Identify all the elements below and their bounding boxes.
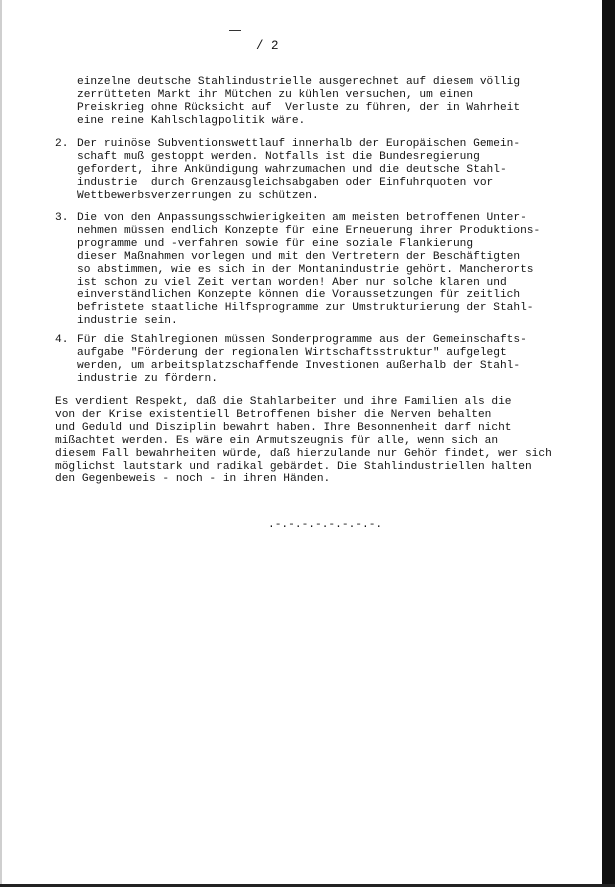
text-line: Der ruinöse Subventionswettlauf innerhalb der Europäischen Gemein-	[77, 138, 521, 150]
text-line: Wettbewerbsverzerrungen zu schützen.	[77, 189, 319, 202]
scan-mark	[229, 30, 241, 31]
text-line: Die von den Anpassungsschwierigkeiten am meisten betroffenen Unter-	[77, 212, 527, 224]
text-line: Preiskrieg ohne Rücksicht auf Verluste zu führen, der in Wahrheit	[77, 101, 521, 114]
text-line: gefordert, ihre Ankündigung wahrzumachen und die deutsche Stahl-	[77, 163, 507, 176]
item-number: 4.	[55, 334, 69, 346]
text-line: Es verdient Respekt, daß die Stahlarbeiter und ihre Familien als die	[55, 396, 512, 408]
text-line: schaft muß gestoppt werden. Notfalls ist die Bundesregierung	[77, 150, 480, 163]
item-number: 2.	[55, 138, 69, 150]
text-line: Für die Stahlregionen müssen Sonderprogramme aus der Gemeinschafts-	[77, 334, 527, 346]
scan-edge-left	[0, 0, 2, 887]
text-line: von der Krise existentiell Betroffenen bisher die Nerven behalten	[55, 408, 492, 421]
text-line: möglichst lautstark und radikal gebärdet. Die Stahlindustriellen halten	[55, 460, 532, 473]
text-line: befristete staatliche Hilfsprogramme zur Umstrukturierung der Stahl-	[77, 302, 534, 315]
text-line: industrie zu fördern.	[77, 372, 218, 385]
continued-paragraph	[77, 76, 520, 128]
text-line: werden, um arbeitsplatzschaffende Investionen außerhalb der Stahl-	[77, 359, 521, 372]
closing-paragraph	[55, 396, 552, 486]
text-line: ist schon zu viel Zeit vertan worden! Aber nur solche klaren und	[77, 276, 507, 289]
text-line: so abstimmen, wie es sich in der Montanindustrie gehört. Mancherorts	[77, 263, 534, 276]
text-line: einverständlichen Konzepte können die Voraussetzungen für zeitlich	[77, 289, 521, 302]
text-line: und Geduld und Disziplin bewahrt haben. Ihre Besonnenheit darf nicht	[55, 421, 512, 434]
item-text	[77, 212, 540, 328]
text-line: eine reine Kahlschlagpolitik wäre.	[77, 114, 306, 127]
text-line: einzelne deutsche Stahlindustrielle ausgerechnet auf diesem völlig	[77, 76, 521, 88]
text-line: aufgabe "Förderung der regionalen Wirtschaftsstruktur" aufgelegt	[77, 346, 507, 359]
text-line: programme und -verfahren sowie für eine soziale Flankierung	[77, 237, 474, 250]
scan-edge-right	[602, 0, 615, 887]
text-line: nehmen müssen endlich Konzepte für eine Erneuerung ihrer Produktions-	[77, 224, 541, 237]
text-line: mißachtet werden. Es wäre ein Armutszeugnis für alle, wenn sich an	[55, 434, 499, 447]
text-line: industrie durch Grenzausgleichsabgaben oder Einfuhrquoten vor	[77, 176, 494, 189]
text-line: den Gegenbeweis - noch - in ihren Händen.	[55, 473, 331, 486]
item-number: 3.	[55, 212, 69, 224]
page-number: / 2	[256, 39, 279, 53]
text-line: industrie sein.	[77, 315, 178, 328]
text-line: diesem Fall bewahrheiten würde, daß hierzulande nur Gehör findet, wer sich	[55, 447, 552, 460]
end-separator: .-.-.-.-.-.-.-.-.	[268, 519, 383, 531]
item-text	[77, 334, 527, 386]
item-text	[77, 138, 520, 203]
text-line: zerrütteten Markt ihr Mütchen zu kühlen versuchen, um einen	[77, 88, 474, 101]
text-line: dieser Maßnahmen vorlegen und mit den Vertretern der Beschäftigten	[77, 250, 521, 263]
